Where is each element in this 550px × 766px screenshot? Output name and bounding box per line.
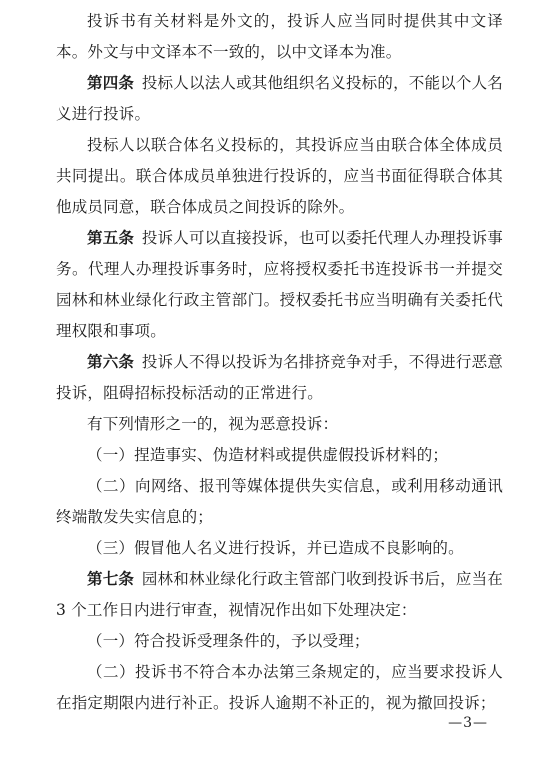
- paragraph-article-7: [56, 564, 503, 626]
- paragraph-text: 投诉人不得以投诉为名排挤竞争对手，不得进行恶意投诉，阻碍招标投标活动的正常进行。: [56, 353, 503, 402]
- paragraph-malicious-intro: [56, 409, 503, 440]
- paragraph-article-5: [56, 223, 503, 347]
- paragraph-text: （二）向网络、报刊等媒体提供失实信息，或利用移动通讯终端散发失实信息的；: [56, 477, 503, 526]
- paragraph-text: （一）捏造事实、伪造材料或提供虚假投诉材料的；: [87, 446, 449, 464]
- paragraph-text: 投标人以法人或其他组织名义投标的，不能以个人名义进行投诉。: [56, 74, 503, 123]
- paragraph-text: （一）符合投诉受理条件的，予以受理；: [87, 632, 370, 650]
- paragraph-text: 投标人以联合体名义投标的，其投诉应当由联合体全体成员共同提出。联合体成员单独进行投诉的，应当书面征得联合体其他成员同意，联合体成员之间投诉的除外。: [56, 136, 503, 216]
- paragraph-text: 投诉书有关材料是外文的，投诉人应当同时提供其中文译本。外文与中文译本不一致的，以中文译本为准。: [56, 12, 503, 61]
- list-item-malicious-2: [56, 471, 503, 533]
- list-item-malicious-1: [56, 440, 503, 471]
- article-heading: 第六条: [87, 353, 135, 371]
- list-item-decision-1: [56, 626, 503, 657]
- list-item-decision-2: [56, 657, 503, 719]
- list-item-malicious-3: [56, 533, 503, 564]
- article-heading: 第四条: [87, 74, 135, 92]
- article-heading: 第七条: [87, 570, 135, 588]
- paragraph-text: 投诉人可以直接投诉，也可以委托代理人办理投诉事务。代理人办理投诉事务时，应将授权委托书连投诉书一并提交园林和林业绿化行政主管部门。授权委托书应当明确有关委托代理权限和事项。: [56, 229, 503, 340]
- paragraph-text: 园林和林业绿化行政主管部门收到投诉书后，应当在 3 个工作日内进行审查，视情况作出如下处理决定：: [56, 570, 503, 619]
- paragraph-consortium: [56, 130, 503, 223]
- page-number: —3—: [448, 715, 488, 731]
- paragraph-text: （三）假冒他人名义进行投诉，并已造成不良影响的。: [87, 539, 464, 557]
- paragraph-text: （二）投诉书不符合本办法第三条规定的，应当要求投诉人在指定期限内进行补正。投诉人逾期不补正的，视为撤回投诉；: [56, 663, 503, 712]
- article-heading: 第五条: [87, 229, 135, 247]
- paragraph-article-6: [56, 347, 503, 409]
- paragraph-foreign-materials: [56, 6, 503, 68]
- document-body: [56, 6, 503, 719]
- paragraph-text: 有下列情形之一的，视为恶意投诉：: [87, 415, 339, 433]
- paragraph-article-4: [56, 68, 503, 130]
